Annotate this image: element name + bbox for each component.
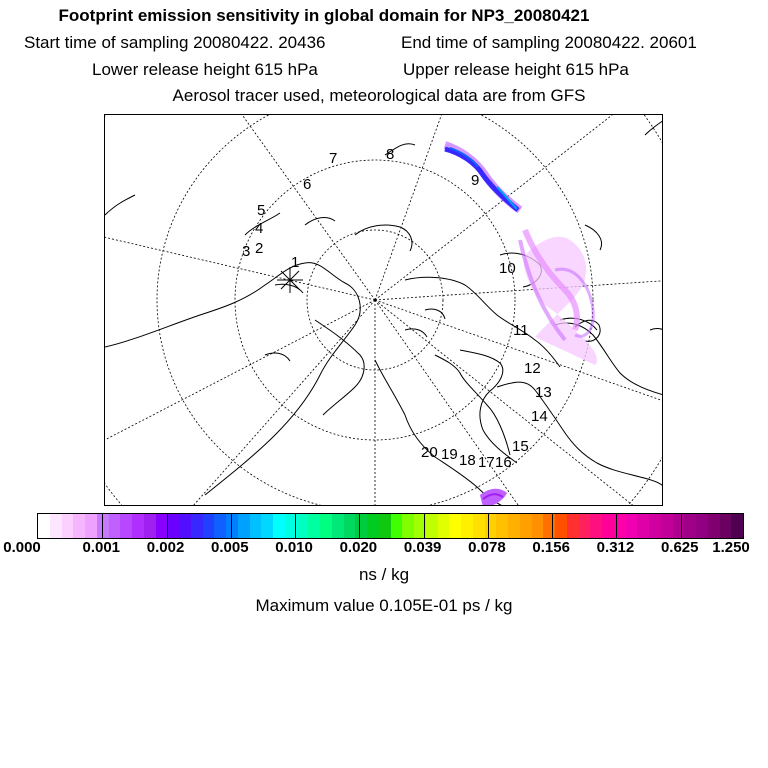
trajectory-label-8: 8: [386, 146, 395, 163]
colorbar-tick: [616, 514, 617, 538]
colorbar-unit: ns / kg: [358, 565, 410, 584]
colorbar-label: 0.312: [596, 539, 635, 556]
colorbar-segment: [508, 514, 520, 538]
colorbar-segment: [391, 514, 403, 538]
colorbar-segment: [579, 514, 591, 538]
lower-release-height-label: Lower release height 615 hPa: [92, 60, 318, 79]
colorbar-tick: [167, 514, 168, 538]
colorbar-tick: [231, 514, 232, 538]
trajectory-label-1: 1: [291, 254, 300, 271]
colorbar-segment: [696, 514, 708, 538]
colorbar-label: 0.078: [468, 539, 506, 556]
colorbar-segment: [250, 514, 262, 538]
colorbar-segment: [156, 514, 168, 538]
colorbar-segment: [109, 514, 121, 538]
colorbar-segment: [496, 514, 508, 538]
colorbar-tick: [552, 514, 553, 538]
maximum-value-label: Maximum value 0.105E-01 ps / kg: [255, 596, 513, 615]
colorbar-segment: [179, 514, 191, 538]
colorbar-label: 0.010: [275, 539, 313, 556]
start-time-label: Start time of sampling 20080422. 20436: [24, 33, 326, 52]
trajectory-label-16: 16: [495, 454, 512, 471]
colorbar-segment: [132, 514, 144, 538]
colorbar-label: 0.020: [339, 539, 378, 556]
colorbar-segment: [320, 514, 332, 538]
colorbar-segment: [120, 514, 132, 538]
colorbar-label: 0.000: [3, 539, 41, 556]
trajectory-label-13: 13: [535, 384, 552, 401]
colorbar-segment: [532, 514, 544, 538]
colorbar-segment: [626, 514, 638, 538]
colorbar-segment: [214, 514, 226, 538]
colorbar-segment: [273, 514, 285, 538]
trajectory-label-15: 15: [512, 438, 529, 455]
colorbar-segment: [308, 514, 320, 538]
colorbar-segment: [144, 514, 156, 538]
trajectory-label-5: 5: [257, 202, 266, 219]
colorbar: [37, 513, 744, 539]
trajectory-label-2: 2: [255, 240, 264, 257]
colorbar-tick: [681, 514, 682, 538]
colorbar-tick: [488, 514, 489, 538]
colorbar-segment: [731, 514, 743, 538]
trajectory-label-11: 11: [513, 322, 529, 339]
colorbar-segment: [226, 514, 238, 538]
trajectory-label-6: 6: [303, 176, 312, 193]
colorbar-label: 0.001: [82, 539, 121, 556]
colorbar-tick: [424, 514, 425, 538]
colorbar-tick: [102, 514, 103, 538]
colorbar-segment: [673, 514, 685, 538]
colorbar-segment: [426, 514, 438, 538]
colorbar-label: 0.002: [146, 539, 185, 556]
colorbar-segment: [297, 514, 309, 538]
colorbar-segment: [355, 514, 367, 538]
colorbar-segment: [62, 514, 74, 538]
colorbar-segment: [367, 514, 379, 538]
colorbar-tick: [359, 514, 360, 538]
colorbar-segment: [684, 514, 696, 538]
upper-release-height-label: Upper release height 615 hPa: [403, 60, 629, 79]
colorbar-label: 0.005: [211, 539, 249, 556]
colorbar-segment: [261, 514, 273, 538]
trajectory-label-3: 3: [242, 243, 251, 260]
trajectory-label-9: 9: [471, 172, 480, 189]
colorbar-segment: [379, 514, 391, 538]
figure-title: Footprint emission sensitivity in global domain for NP3_20080421: [58, 6, 590, 25]
tracer-note: Aerosol tracer used, meteorological data are from GFS: [172, 86, 586, 105]
trajectory-label-14: 14: [531, 408, 548, 425]
colorbar-segment: [567, 514, 579, 538]
colorbar-segment: [543, 514, 555, 538]
trajectory-label-18: 18: [459, 452, 476, 469]
colorbar-segment: [85, 514, 97, 538]
colorbar-segment: [708, 514, 720, 538]
colorbar-segment: [602, 514, 614, 538]
colorbar-segment: [461, 514, 473, 538]
colorbar-segment: [438, 514, 450, 538]
map-canvas: [105, 115, 663, 506]
colorbar-segment: [203, 514, 215, 538]
colorbar-segment: [449, 514, 461, 538]
trajectory-label-12: 12: [524, 360, 541, 377]
meridians: [105, 115, 663, 506]
trajectory-label-20: 20: [421, 444, 438, 461]
latitude-circles: [105, 115, 663, 506]
colorbar-segment: [38, 514, 50, 538]
colorbar-label: 0.156: [532, 539, 570, 556]
colorbar-segment: [473, 514, 485, 538]
colorbar-segment: [661, 514, 673, 538]
colorbar-segment: [590, 514, 602, 538]
colorbar-segment: [344, 514, 356, 538]
colorbar-label: 0.625: [660, 539, 699, 556]
colorbar-segment: [520, 514, 532, 538]
colorbar-segment: [402, 514, 414, 538]
trajectory-label-10: 10: [499, 260, 516, 277]
colorbar-segment: [238, 514, 250, 538]
colorbar-segment: [649, 514, 661, 538]
footprint-map: [104, 114, 663, 506]
colorbar-segment: [720, 514, 732, 538]
colorbar-segment: [50, 514, 62, 538]
trajectory-label-19: 19: [441, 446, 458, 463]
end-time-label: End time of sampling 20080422. 20601: [401, 33, 697, 52]
colorbar-segment: [485, 514, 497, 538]
colorbar-segment: [332, 514, 344, 538]
colorbar-label: 1.250: [712, 539, 750, 556]
colorbar-segment: [73, 514, 85, 538]
colorbar-tick: [295, 514, 296, 538]
colorbar-segment: [555, 514, 567, 538]
trajectory-label-4: 4: [255, 220, 264, 237]
colorbar-segment: [191, 514, 203, 538]
colorbar-segment: [637, 514, 649, 538]
colorbar-label: 0.039: [403, 539, 442, 556]
trajectory-label-17: 17: [478, 454, 495, 471]
trajectory-label-7: 7: [329, 150, 338, 167]
colorbar-segment: [167, 514, 179, 538]
